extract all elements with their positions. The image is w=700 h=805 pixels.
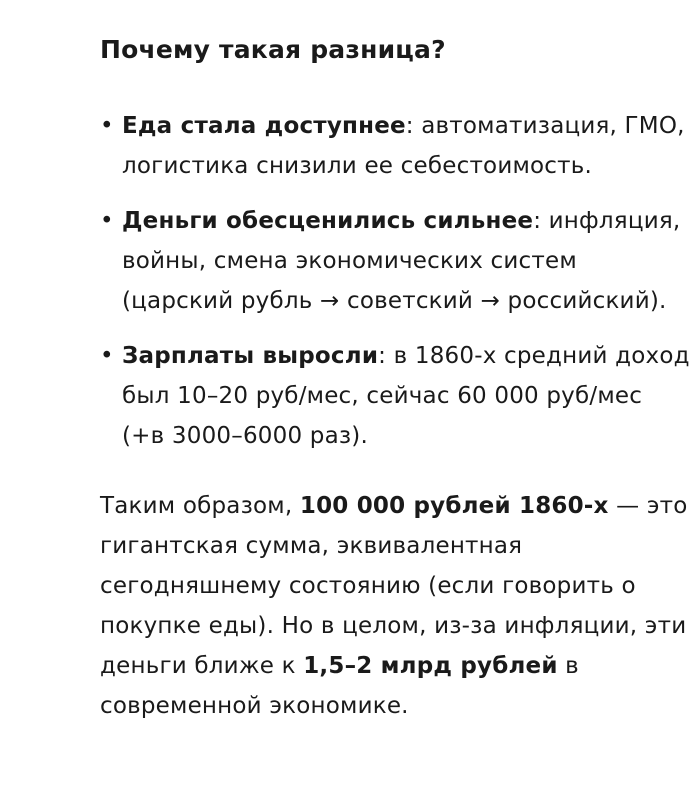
list-item-text: : автоматизация, ГМО, логистика снизили ее себестоимость.	[122, 113, 685, 179]
list-item	[100, 106, 690, 186]
reasons-list	[100, 106, 690, 456]
list-item-bold: Зарплаты выросли	[122, 343, 379, 369]
summary-bold-equivalent: 1,5–2 млрд рублей	[303, 653, 558, 679]
list-item	[100, 201, 690, 321]
summary-text: — это гигантская сумма, эквивалентная сегодняшнему состоянию (если говорить о покупке еды). Но в целом, из-за инфляции, эти деньги ближе к	[100, 493, 688, 679]
list-item-bold: Еда стала доступнее	[122, 113, 406, 139]
bullet-icon: •	[100, 343, 114, 369]
bullet-icon: •	[100, 208, 114, 234]
list-item-text: : в 1860-х средний доход был 10–20 руб/мес, сейчас 60 000 руб/мес (+в 3000–6000 раз).	[122, 343, 690, 449]
list-item-text: : инфляция, войны, смена экономических систем (царский рубль → советский → российский).	[122, 208, 681, 314]
summary-text: Таким образом,	[100, 493, 300, 519]
section-heading: Почему такая разница?	[100, 35, 446, 64]
list-item	[100, 336, 690, 456]
summary-paragraph	[100, 486, 690, 726]
message-content	[100, 28, 690, 726]
list-item-bold: Деньги обесценились сильнее	[122, 208, 534, 234]
bullet-icon: •	[100, 113, 114, 139]
summary-bold-amount: 100 000 рублей 1860-х	[299, 493, 609, 519]
summary-text: в современной экономике.	[100, 653, 579, 719]
